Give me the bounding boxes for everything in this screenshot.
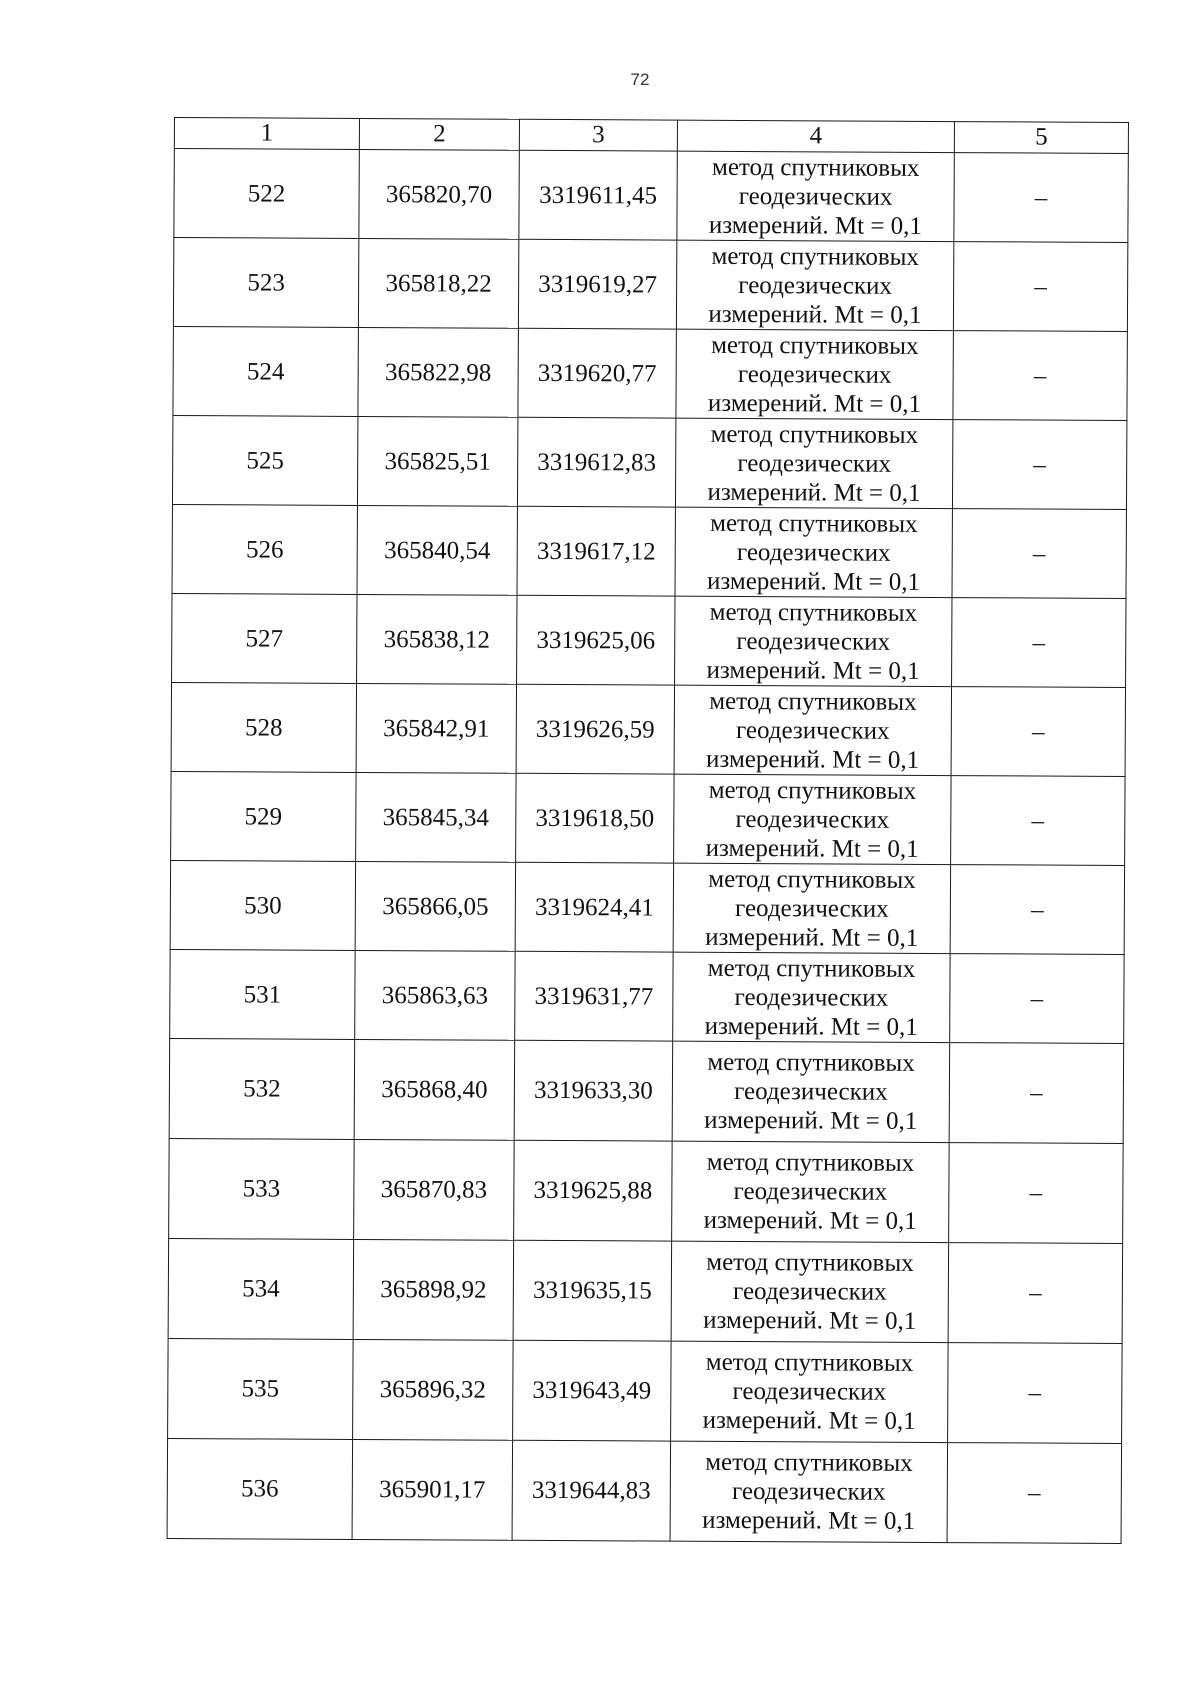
method-line: геодезических (738, 271, 892, 300)
method-line: геодезических (733, 1177, 888, 1206)
method-cell (671, 1341, 949, 1442)
note-cell: – (948, 1343, 1123, 1444)
method-line: измерений. Mt = 0,1 (706, 567, 921, 596)
x-coordinate-cell: 365866,05 (355, 861, 515, 951)
method-line: геодезических (735, 716, 890, 745)
method-line: измерений. Mt = 0,1 (705, 923, 919, 952)
column-header: 4 (677, 120, 954, 152)
method-line: измерений. Mt = 0,1 (706, 656, 920, 685)
x-coordinate-cell: 365845,34 (356, 772, 516, 862)
y-coordinate-cell: 3319619,27 (518, 239, 676, 329)
x-coordinate-cell: 365825,51 (357, 416, 517, 506)
method-line: измерений. Mt = 0,1 (708, 211, 923, 240)
table-row (169, 1038, 1124, 1143)
x-coordinate-cell: 365838,12 (357, 594, 517, 684)
method-line: измерений. Mt = 0,1 (704, 1106, 918, 1135)
note-cell: – (953, 242, 1127, 332)
method-cell (675, 418, 952, 508)
table-row (168, 1338, 1123, 1443)
point-number-cell: 527 (172, 593, 357, 683)
method-line: метод спутниковых (710, 420, 919, 449)
table-row (171, 771, 1125, 865)
x-coordinate-cell: 365870,83 (354, 1139, 515, 1240)
method-line: геодезических (732, 1377, 887, 1406)
point-number-cell: 522 (174, 149, 359, 239)
method-line: измерений. Mt = 0,1 (703, 1306, 917, 1335)
x-coordinate-cell: 365868,40 (354, 1039, 515, 1140)
table-row (170, 949, 1124, 1043)
note-cell: – (952, 598, 1126, 688)
y-coordinate-cell: 3319620,77 (518, 328, 676, 418)
method-cell (674, 774, 951, 864)
point-number-cell: 531 (170, 949, 355, 1039)
x-coordinate-cell: 365896,32 (353, 1339, 514, 1440)
y-coordinate-cell: 3319617,12 (517, 506, 675, 596)
point-number-cell: 535 (168, 1338, 354, 1439)
method-line: метод спутниковых (709, 598, 918, 627)
method-line: метод спутниковых (710, 509, 918, 538)
method-line: метод спутниковых (708, 776, 917, 805)
method-cell (673, 952, 950, 1042)
x-coordinate-cell: 365840,54 (357, 505, 517, 595)
method-line: геодезических (734, 1077, 888, 1106)
column-header: 3 (519, 119, 677, 151)
method-line: геодезических (737, 449, 892, 478)
method-line: геодезических (734, 894, 889, 923)
method-cell (674, 685, 951, 775)
x-coordinate-cell: 365818,22 (358, 238, 518, 328)
method-cell (677, 151, 954, 241)
point-number-cell: 534 (168, 1238, 354, 1339)
y-coordinate-cell: 3319618,50 (516, 773, 674, 863)
table-row (173, 238, 1127, 332)
table-row (171, 682, 1125, 776)
method-cell (672, 1041, 950, 1142)
method-line: геодезических (737, 360, 892, 389)
method-line: геодезических (731, 1477, 886, 1506)
column-header: 2 (359, 118, 519, 150)
x-coordinate-cell: 365822,98 (358, 327, 518, 417)
y-coordinate-cell: 3319612,83 (517, 417, 675, 507)
note-cell: – (952, 509, 1126, 599)
method-line: геодезических (734, 983, 889, 1012)
point-number-cell: 524 (173, 326, 358, 416)
table-row (168, 1238, 1123, 1343)
method-line: метод спутниковых (711, 331, 919, 360)
note-cell: – (948, 1243, 1123, 1344)
method-line: метод спутниковых (711, 242, 920, 271)
table-row (172, 593, 1126, 687)
method-line: метод спутниковых (708, 865, 916, 894)
table-header-row (174, 118, 1128, 154)
note-cell: – (949, 1143, 1124, 1244)
method-line: измерений. Mt = 0,1 (702, 1506, 916, 1535)
note-cell: – (952, 420, 1126, 510)
x-coordinate-cell: 365901,17 (352, 1439, 513, 1540)
method-line: геодезических (738, 182, 893, 211)
column-header: 5 (954, 122, 1128, 154)
y-coordinate-cell: 3319611,45 (519, 150, 677, 240)
table-row (172, 415, 1126, 509)
method-cell (671, 1241, 949, 1342)
note-cell: – (954, 153, 1128, 243)
y-coordinate-cell: 3319631,77 (515, 951, 673, 1041)
y-coordinate-cell: 3319625,88 (514, 1140, 673, 1241)
x-coordinate-cell: 365820,70 (359, 149, 519, 239)
note-cell: – (947, 1443, 1122, 1544)
y-coordinate-cell: 3319633,30 (514, 1040, 673, 1141)
note-cell: – (950, 865, 1124, 955)
table-row (174, 149, 1128, 243)
note-cell: – (953, 331, 1127, 421)
method-line: измерений. Mt = 0,1 (705, 834, 919, 863)
method-line: метод спутниковых (705, 1448, 913, 1477)
point-number-cell: 523 (173, 238, 358, 328)
y-coordinate-cell: 3319626,59 (516, 684, 674, 774)
point-number-cell: 529 (171, 771, 356, 861)
method-line: геодезических (736, 627, 891, 656)
y-coordinate-cell: 3319635,15 (513, 1240, 672, 1341)
table-row (167, 1438, 1122, 1543)
point-number-cell: 530 (170, 860, 355, 950)
method-line: измерений. Mt = 0,1 (708, 300, 922, 329)
method-line: измерений. Mt = 0,1 (704, 1012, 918, 1041)
column-header: 1 (174, 118, 359, 150)
method-cell (675, 596, 952, 686)
method-line: метод спутниковых (709, 687, 917, 716)
page-number: 72 (630, 70, 650, 89)
note-cell: – (951, 776, 1125, 866)
coordinates-table (167, 117, 1129, 1544)
point-number-cell: 525 (172, 415, 357, 505)
y-coordinate-cell: 3319643,49 (513, 1340, 672, 1441)
method-cell (676, 329, 953, 419)
point-number-cell: 533 (169, 1138, 355, 1239)
point-number-cell: 526 (172, 504, 357, 594)
method-cell (676, 240, 953, 330)
method-cell (675, 507, 952, 597)
y-coordinate-cell: 3319625,06 (517, 595, 675, 685)
method-line: измерений. Mt = 0,1 (706, 745, 920, 774)
table-row (169, 1138, 1124, 1243)
method-line: геодезических (732, 1277, 887, 1306)
method-cell (670, 1441, 948, 1542)
method-line: измерений. Mt = 0,1 (707, 478, 921, 507)
method-line: метод спутниковых (705, 1348, 914, 1377)
x-coordinate-cell: 365898,92 (353, 1239, 514, 1340)
method-line: метод спутниковых (707, 954, 916, 983)
note-cell: – (951, 687, 1125, 777)
y-coordinate-cell: 3319644,83 (512, 1440, 671, 1541)
method-line: метод спутниковых (706, 1248, 914, 1277)
x-coordinate-cell: 365863,63 (355, 950, 515, 1040)
table-row (173, 326, 1127, 420)
x-coordinate-cell: 365842,91 (356, 683, 516, 773)
method-cell (672, 1141, 950, 1242)
method-line: геодезических (735, 805, 890, 834)
table-row (172, 504, 1126, 598)
method-line: измерений. Mt = 0,1 (703, 1206, 917, 1235)
point-number-cell: 532 (169, 1038, 355, 1139)
note-cell: – (949, 1043, 1124, 1144)
point-number-cell: 536 (167, 1438, 353, 1539)
method-line: метод спутниковых (707, 1048, 915, 1077)
point-number-cell: 528 (171, 682, 356, 772)
table-row (170, 860, 1124, 954)
method-line: измерений. Mt = 0,1 (707, 389, 922, 418)
y-coordinate-cell: 3319624,41 (515, 862, 673, 952)
method-line: метод спутниковых (711, 153, 920, 182)
note-cell: – (950, 954, 1124, 1044)
method-line: геодезических (736, 538, 891, 567)
method-line: измерений. Mt = 0,1 (702, 1406, 916, 1435)
method-cell (673, 863, 950, 953)
method-line: метод спутниковых (706, 1148, 915, 1177)
